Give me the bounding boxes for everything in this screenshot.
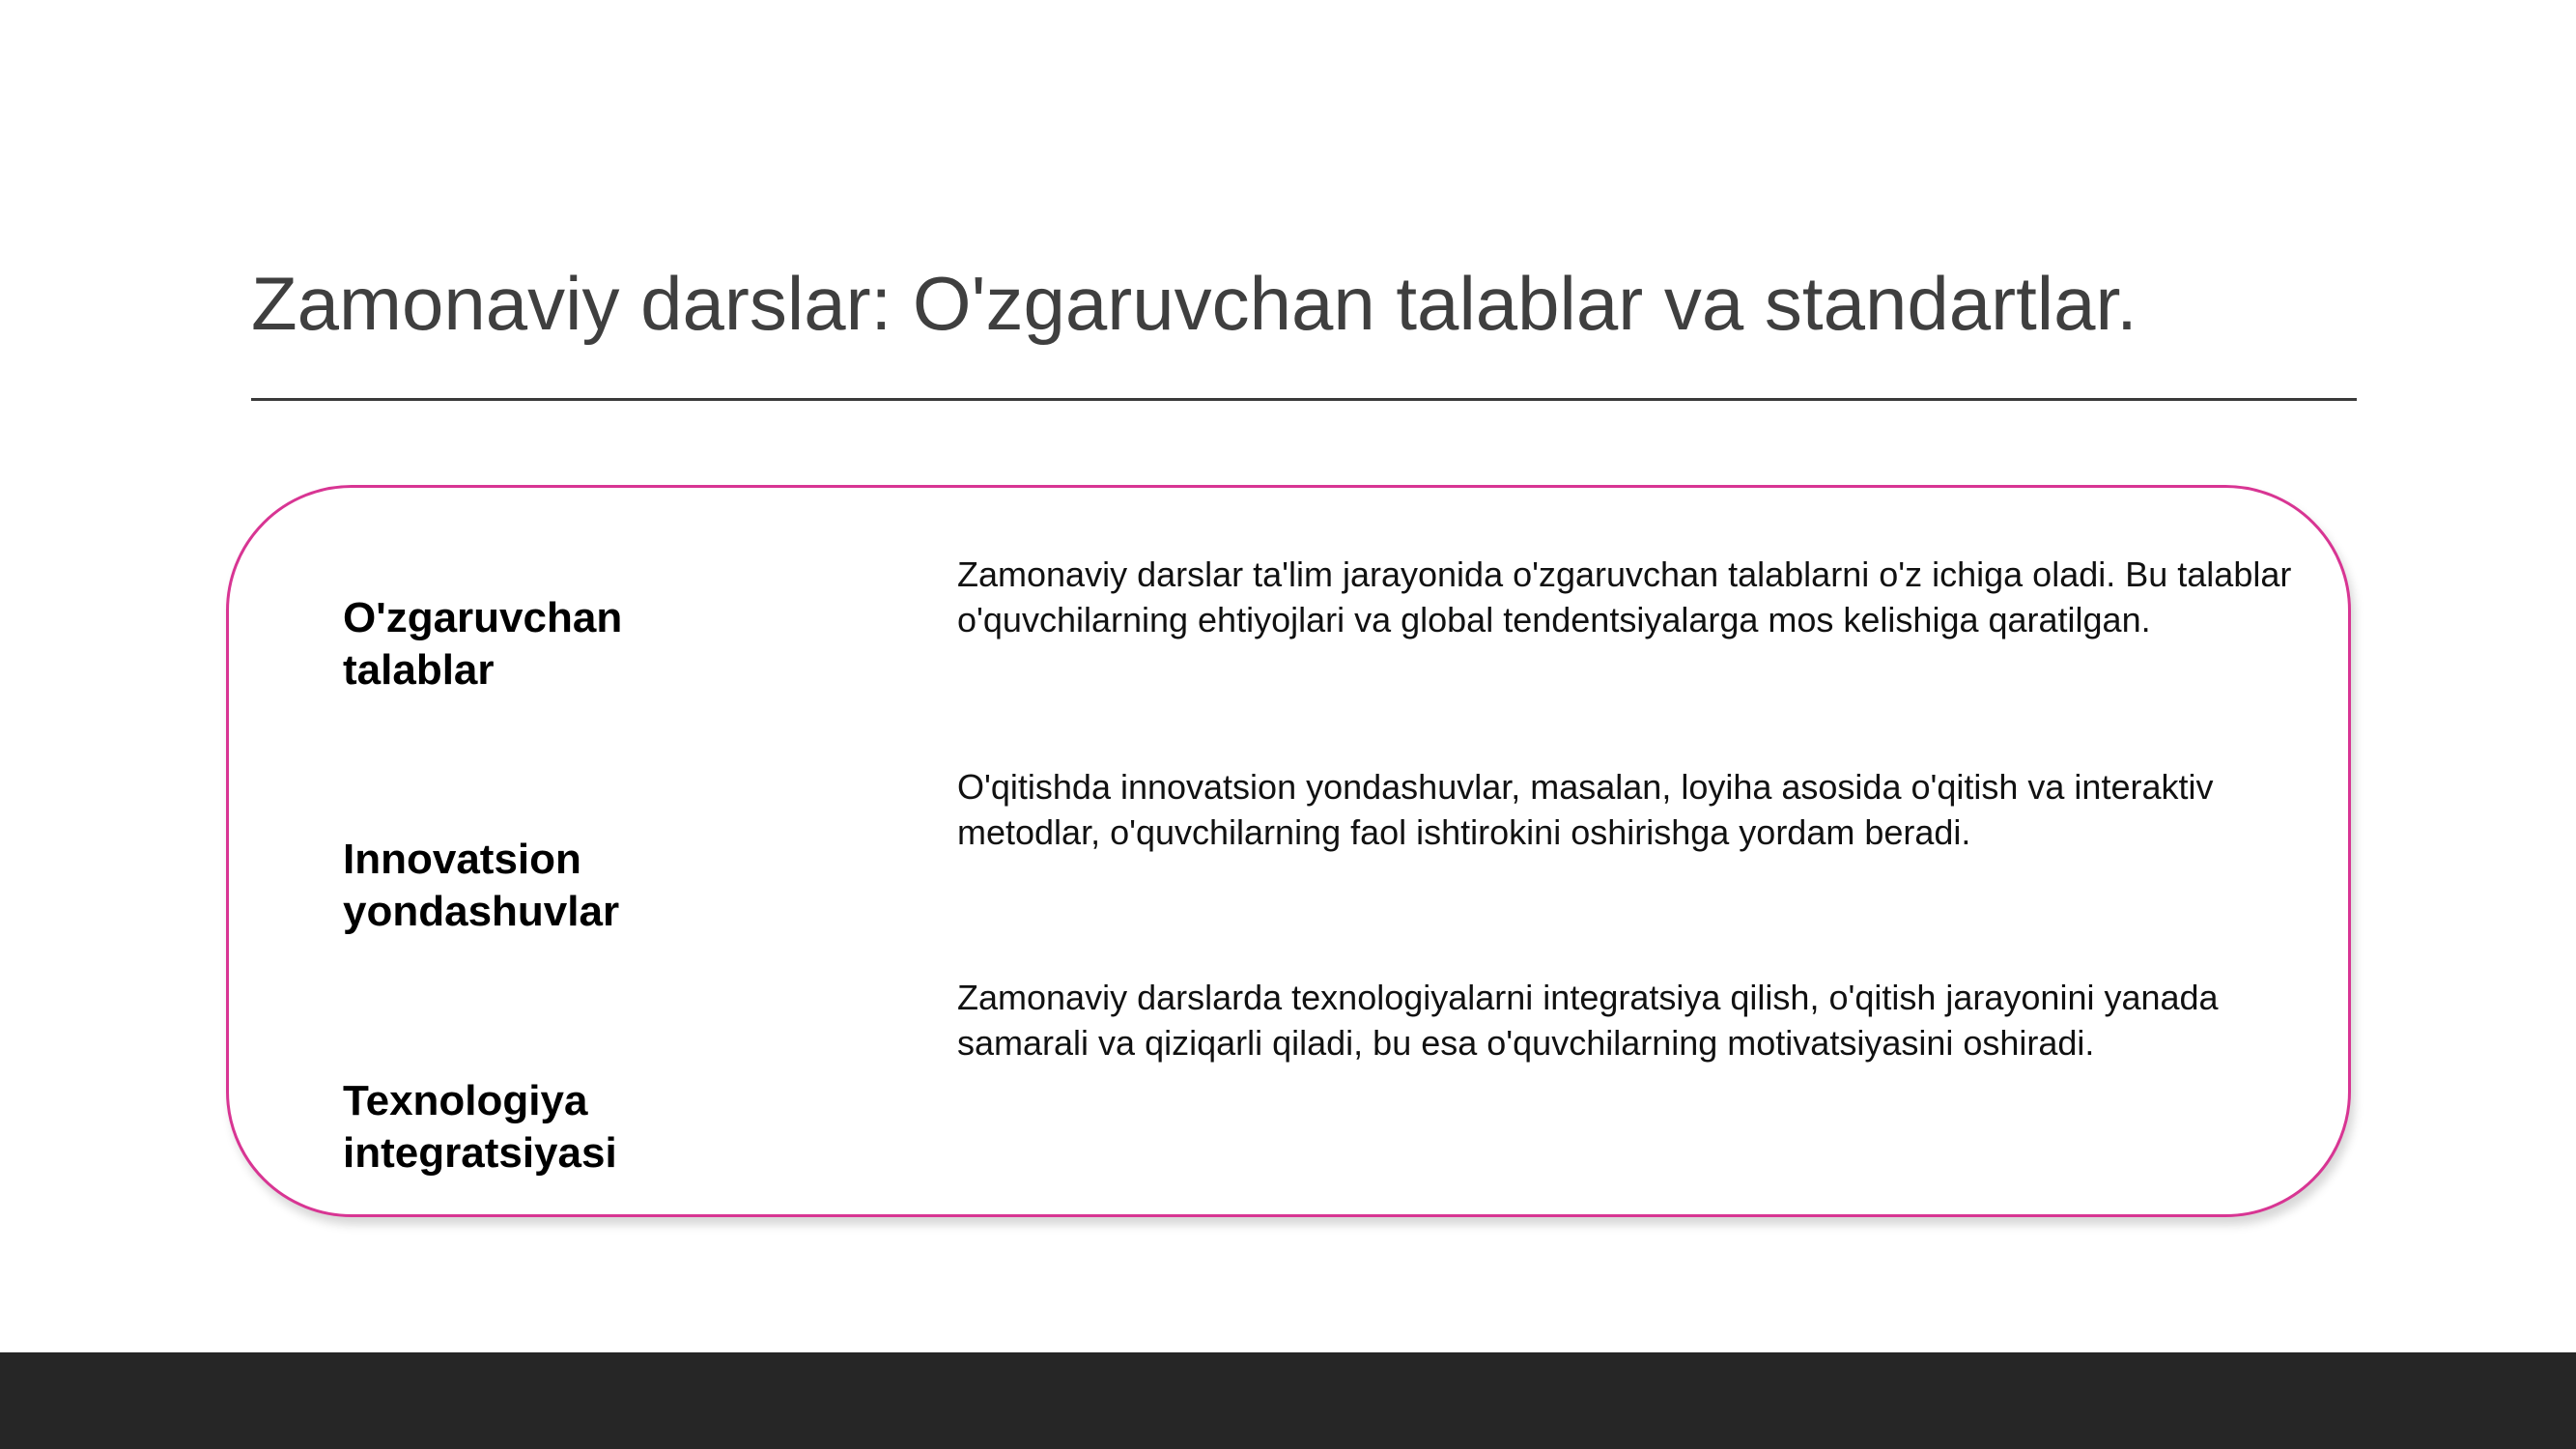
content-card <box>226 485 2351 1217</box>
row-label: Texnologiya integratsiyasi <box>343 1077 617 1177</box>
footer-bar <box>0 1352 2576 1449</box>
row-description: Zamonaviy darslarda texnologiyalarni integratsiya qilish, o'qitish jarayonini yanada samarali va qiziqarli qiladi, bu esa o'quvchilarning motivatsiyasini oshiradi. <box>957 978 2219 1063</box>
row-description: O'qitishda innovatsion yondashuvlar, masalan, loyiha asosida o'qitish va interaktiv metodlar, o'quvchilarning faol ishtirokini oshirishga yordam beradi. <box>957 767 2214 852</box>
row-description: Zamonaviy darslar ta'lim jarayonida o'zgaruvchan talablarni o'z ichiga oladi. Bu talablar o'quvchilarning ehtiyojlari va global tendentsiyalarga mos kelishiga qaratilgan. <box>957 554 2292 639</box>
title-divider <box>251 398 2357 401</box>
row-label: Innovatsion yondashuvlar <box>343 836 620 935</box>
slide-title: Zamonaviy darslar: O'zgaruvchan talablar va standartlar. <box>251 261 2137 346</box>
row-label: O'zgaruvchan talablar <box>343 594 623 694</box>
